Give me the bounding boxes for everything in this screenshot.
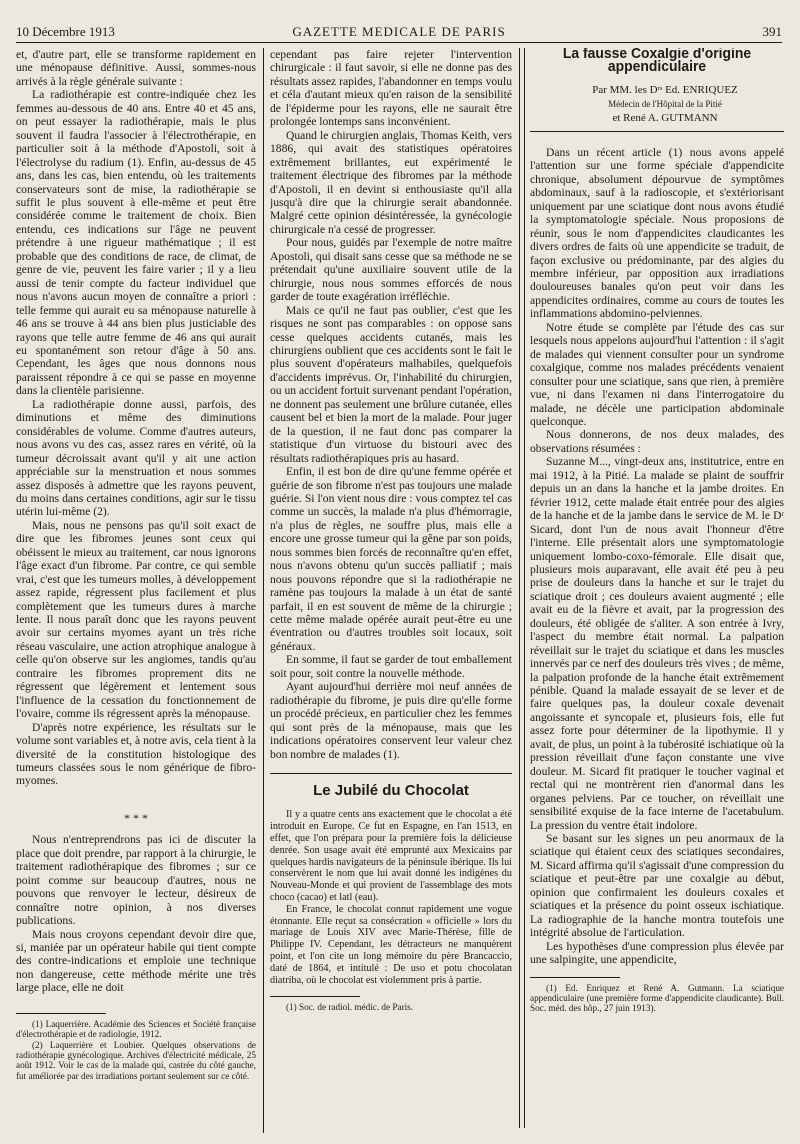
paragraph: Nous donnerons, de nos deux malades, des observations résumées : — [530, 428, 784, 455]
section-separator: * * * — [124, 810, 148, 825]
byline-affiliation: Médecin de l'Hôpital de la Pitié — [608, 98, 722, 109]
byline-coauthor: et René A. GUTMANN — [612, 111, 718, 124]
paragraph: cependant pas faire rejeter l'intervention chirurgicale : il faut savoir, si elle ne donne pas des résultats assez rapides, l'abandonner en temps voulu et céla d'autant mieux qu'en raison de la sensibilité de l'épiderme pour les rayons, elle ne saurait être prolongée lontemps sans inconvénient. — [270, 48, 512, 129]
column-rule-3 — [524, 48, 525, 1128]
paragraph: La radiothérapie donne aussi, parfois, des diminutions et même des diminutions considérables de volume. Comme d'autres auteurs, nous avons vu des cas, assez rares en vérité, où la tumeur décroissait avant qu'il y ait une action appréciable sur la menstruation et nous sommes assez disposés à admettre que les rayons peuvent, du moins dans certaines conditions, agir sur le tissu utérin lui-même (2). — [16, 397, 256, 519]
footnote: (1) Laquerrière. Académie des Sciences et Société française d'électrothérapie et de radiologie, 1912. — [16, 1018, 256, 1040]
issue-date: 10 Décembre 1913 — [16, 24, 115, 39]
paragraph: D'après notre expérience, les résultats sur le volume sont variables et, à notre avis, cela tient à la diversité de la constitution histologique des tumeurs classées sous le nom générique de fibro-myomes. — [16, 720, 256, 788]
paragraph: Ayant aujourd'hui derrière moi neuf années de radiothérapie du fibrome, je puis dire qu'elle forme un procédé précieux, en particulier chez les femmes qui sont près de la ménopause, mais que les indications opératoires conservent leur valeur chez bon nombre de malades (1). — [270, 680, 512, 761]
column-1 — [16, 48, 256, 1104]
footnote-rule — [16, 1013, 106, 1014]
footnote: (1) Ed. Enriquez et René A. Gutmann. La sciatique appendiculaire (une première forme d'appendicite claudicante). Bull. Soc. méd. des hôp., 27 juin 1913). — [530, 982, 784, 1014]
paragraph: Quand le chirurgien anglais, Thomas Keith, vers 1886, qui avait des statistiques opératoires extrêmement brillantes, eut expérimenté le traitement électrique des fibromes par la méthode d'Apostoli, il en devint si enthousiaste qu'il alla jusqu'à dire que la chirurgie serait abandonnée. Malgré cette opinion désintéressée, la gynécologie chirurgicale n'a cessé de progresser. — [270, 128, 512, 236]
paragraph: Les hypothèses d'une compression plus élevée par une salpingite, une appendicite, — [530, 939, 784, 967]
paragraph: Il y a quatre cents ans exactement que le chocolat a été introduit en Europe. Ce fut en Espagne, en l'an 1513, en effet, que l'on prépara pour la première fois la délicieuse denrée. Son usage avait été emprunté aux Mexicains par quelques hardis navigateurs de la péninsule ibérique. Ils lui conservèrent le nom que lui avait donné les indigènes du Nouveau-Monde et qui provient de l'assemblage des mots choco (cacao) et latl (eau). — [270, 809, 512, 904]
paragraph: Enfin, il est bon de dire qu'une femme opérée et guérie de son fibrome n'est pas toujours une malade guérie. Si l'on vient nous dire : vous comptez tel cas comme un succès, la malade n'a plus d'hémorragie, n'a plus de règles, ne souffre plus, mais elle a encore une grosse tumeur qui la gêne par son poids, nous sommes bien forcés de reconnaître qu'en effet, nous n'avons obtenu qu'un succès palliatif ; mais nous pouvons répondre que si la radiothérapie ne ramène pas toujours la malade à un état de santé parfait, il en est souvent de même de la chirurgie ; cette même malade opérée aurait peut-être eu une éventration ou d'autres troubles soit locaux, soit généraux. — [270, 465, 512, 653]
paragraph: Mais nous croyons cependant devoir dire que, si, maniée par un opérateur habile qui tient compte des contre-indications et emploie une technique non dangereuse, cette méthode mérite une très large place, elle ne doit — [16, 927, 256, 995]
journal-title: GAZETTE MEDICALE DE PARIS — [292, 24, 506, 39]
footnote-rule — [530, 977, 620, 978]
paragraph: Pour nous, guidés par l'exemple de notre maître Apostoli, qui disait sans cesse que sa méthode ne se prétendait qu'une auxiliaire souvent utile de la chirurgie, nous nous sommes efforcés de nous garder de toute exagération irréfléchie. — [270, 236, 512, 304]
footnote: (2) Laquerrière et Loubier. Quelques observations de radiothérapie gynécologique. Archives d'électricité médicale, 25 août 1912. Voir le cas de la malade qui, castrée du côté gauche, fut améliorée par des irradiations portant seulement sur ce côté. — [16, 1039, 256, 1081]
column-rule-2 — [519, 48, 520, 1128]
column-3 — [530, 48, 784, 1098]
paragraph: Se basant sur les signes un peu anormaux de la sciatique qui étaient ceux des sciatiques secondaires, M. Sicard affirma qu'il s'agissait d'une compression du sciatique et peut-être par une coxalgie au début, opinion que confirmaient les douleurs coxales et sciatiques et la présence du point osseux ischiatique. La radiographie de la hanche montra toutefois une intégrité absolue de l'articulation. — [530, 832, 784, 940]
paragraph: En France, le chocolat connut rapidement une vogue étonnante. Elle reçut sa consécration « officielle » lors du mariage de Louis XIV avec Marie-Thérèse, fille de Philippe IV. Cependant, les détracteurs ne manquèrent point, et l'on cite un long mémoire du père Brancaccio, daté de 1864, et intitulé : De uso et potu chocolatan diatriba, où le chocolat est violemment pris à partie. — [270, 903, 512, 986]
paragraph: Nous n'entreprendrons pas ici de discuter la place que doit prendre, par rapport à la chirurgie, le traitement radiothérapique des fibromes ; sur ce point comme sur beaucoup d'autres, nous ne pouvons que renvoyer le lecteur, désireux de connaître notre opinion, à nos diverses publications. — [16, 833, 256, 928]
paragraph: et, d'autre part, elle se transforme rapidement en une ménopause définitive. Aussi, sommes-nous arrivés à la règle générale suivante : — [16, 48, 256, 88]
column-rule-1 — [263, 48, 264, 1133]
paragraph: Mais, nous ne pensons pas qu'il soit exact de dire que les fibromes jeunes sont ceux qui obéissent le mieux au traitement, car nous ignorons l'âge exact d'un fibrome. Par contre, ce qui semble vrai, c'est que les tumeurs molles, à développement assez rapide, régressent plus facilement et plus complètement que les tumeurs dures à marche lente. Il nous paraît donc que les rayons peuvent avoir sur certains myomes ayant un très riche réseau vasculaire, une action atrophique analogue à celle qu'on observe sur les angiomes, tandis qu'au contraire les fibromes proprement dits ne régressent que légèrement et lentement sous l'influence de la cessation du fonctionnement de l'ovaire, comme ils régressent après la ménopause. — [16, 518, 256, 721]
title-rule — [530, 131, 784, 132]
article-title: La fausse Coxalgie d'origine appendiculaire — [562, 48, 752, 76]
column-2 — [270, 48, 512, 1118]
footnote: (1) Soc. de radiol. médic. de Paris. — [286, 1002, 414, 1013]
paragraph: La radiothérapie est contre-indiquée chez les femmes au-dessous de 40 ans. Entre 40 et 45 ans, on peut essayer la radiothérapie, mais le plus souvent il faudra l'associer à l'électrothérapie, en particulier soit à la méthode d'Apostoli, soit à l'électrolyse du radium (1). Enfin, au-dessus de 45 ans, dans les cas, bien entendu, où les traitements conservateurs sont de mise, la radiothérapie se suffit le plus souvent à elle-même et peut être considérée comme le traitement de choix. Bien entendu, ces indications sur l'âge ne peuvent prétendre à une rigueur mathématique ; il est probable que des conditions de race, de climat, de genre de vie, peuvent les faire varier ; il y a lieu aussi de tenir compte du facteur individuel que nous n'avons aucun moyen de connaître a priori : telle femme qui aurait eu sa ménopause naturelle à 46 ans se trouve à 44 ans bien plus justiciable des rayons que telle autre femme de 46 ans qui aurait eu spontanément son retour d'âge à 50 ans. Cependant, les âges que nous donnons nous paraissent répondre à ce qui se passe en moyenne dans la clientèle parisienne. — [16, 88, 256, 398]
paragraph: Notre étude se complète par l'étude des cas sur lesquels nous appelons aujourd'hui l'attention : il s'agit de malades qui viennent consulter pour un syndrome coxalgique, comme nos malades précédents venaient consulter pour une sciatique, sans que rien, à première vue, ni dans l'examen ni dans l'interrogatoire du malade, ne décèle une participation abdominale quelconque. — [530, 320, 784, 428]
page-number: 391 — [762, 24, 782, 39]
page-header — [16, 20, 782, 43]
paragraph: En somme, il faut se garder de tout emballement soit pour, soit contre la nouvelle méthode. — [270, 653, 512, 680]
paragraph: Suzanne M..., vingt-deux ans, institutrice, entre en mai 1912, à la Pitié. La malade se plaint de souffrir depuis un an dans la hanche et la jambe droites. En février 1912, cette malade était entrée pour des algies de la hanche et de la jambe dans le service de M. le Dʳ Sicard, dont l'un de nous avait l'honneur d'être l'interne. Elle présentait alors une symptomatologie uniquement lombo-coxo-fémorale. Elle disait que, plusieurs mois auparavant, elle avait été peu à peu prise de douleurs dans la hanche et sur le trajet du sciatique droit ; ces douleurs avaient augmenté ; elle avait eu de la fièvre et avait, par la progression des douleurs, été obligée de s'aliter. A son entrée à Ivry, l'aspect du membre était normal. La palpation réveillait sur le trajet du sciatique et dans les muscles innervés par ce nerf des douleurs très vives ; de même, la palpation profonde de la hanche était extrêmement pénible. Quand la malade essayait de se lever et de faire quelques pas, la douleur coxale devenait angoissante et syncopale et, plusieurs fois, elle fut assez forte pour déterminer de la lipothymie. Il y avait, de plus, un point à la tubérosité ischiatique où la pression réveillait d'une façon constante une vive douleur. M. Sicard fit pratiquer le toucher vaginal et rectal qui ne montrèrent rien d'anormal dans les organes pelviens. Par ce toucher, on réveillait une sensibilité exquise de la face interne de l'acetabulum. La pression du ventre était indolore. — [530, 455, 784, 832]
footnote-rule — [270, 996, 360, 997]
jubile-heading: Le Jubilé du Chocolat — [270, 773, 512, 797]
paragraph: Dans un récent article (1) nous avons appelé l'attention sur une forme spéciale d'appendicite chronique, absolument dépourvue de symptômes abdominaux, sauf à la radioscopie, et s'extériorisant uniquement par une sciatique dont nous avons étudié la symptomatologie spéciale. Nous proposions de réunir, sous le nom d'appendicites claudicantes les divers ordres de faits où une appendicite se traduit, de façon exclusive ou prédominante, par des algies du membre inférieur, par opposition aux irradiations douloureuses banales qu'on peut voir dans les appendicites ordinaires, comme au cours de toutes les inflammations abdomino-pelviennes. — [530, 145, 784, 321]
byline-authors: Par MM. les Dʳˢ Ed. ENRIQUEZ — [592, 83, 738, 96]
paragraph: Mais ce qu'il ne faut pas oublier, c'est que les risques ne sont pas comparables : on oppose sans cesse quelques accidents cutanés, mais les chirurgiens oublient que ces accidents sont le fait le plus souvent d'opérateurs malhabiles, quelquefois d'accidents imprévus. Or, l'inhabilité du chirurgien, ou un accident fortuit survenant pendant l'opération, ne donnent pas seulement une brûlure cutanée, elles causent bel et bien la mort de la malade. Pour juger de la question, il ne faut donc pas comparer la statistique d'un virtuose du bistouri avec des résultats radiothérapiques pris au hasard. — [270, 303, 512, 465]
